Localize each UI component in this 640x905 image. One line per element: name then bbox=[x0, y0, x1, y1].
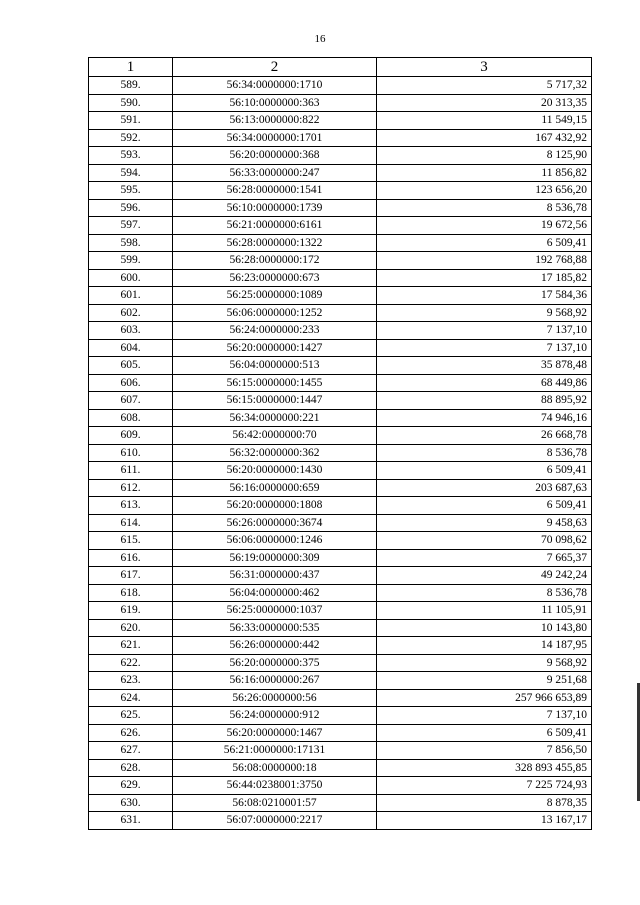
table-row bbox=[89, 584, 592, 602]
cadastral-number: 56:24:0000000:912 bbox=[173, 707, 377, 725]
row-number: 626. bbox=[89, 724, 173, 742]
table-row bbox=[89, 182, 592, 200]
cadastral-value: 192 768,88 bbox=[377, 252, 592, 270]
row-number: 612. bbox=[89, 479, 173, 497]
header-row bbox=[89, 58, 592, 77]
cadastral-number: 56:42:0000000:70 bbox=[173, 427, 377, 445]
cadastral-number: 56:13:0000000:822 bbox=[173, 112, 377, 130]
row-number: 618. bbox=[89, 584, 173, 602]
row-number: 601. bbox=[89, 287, 173, 305]
row-number: 621. bbox=[89, 637, 173, 655]
cadastral-value: 13 167,17 bbox=[377, 812, 592, 830]
cadastral-value: 6 509,41 bbox=[377, 462, 592, 480]
row-number: 616. bbox=[89, 549, 173, 567]
table-row bbox=[89, 812, 592, 830]
table-row bbox=[89, 724, 592, 742]
cadastral-value: 19 672,56 bbox=[377, 217, 592, 235]
cadastral-value: 167 432,92 bbox=[377, 129, 592, 147]
cadastral-value: 74 946,16 bbox=[377, 409, 592, 427]
cadastral-value: 17 584,36 bbox=[377, 287, 592, 305]
row-number: 605. bbox=[89, 357, 173, 375]
table-row bbox=[89, 287, 592, 305]
row-number: 594. bbox=[89, 164, 173, 182]
table-row bbox=[89, 532, 592, 550]
cadastral-number: 56:19:0000000:309 bbox=[173, 549, 377, 567]
table-row bbox=[89, 427, 592, 445]
cadastral-value: 257 966 653,89 bbox=[377, 689, 592, 707]
table-row bbox=[89, 567, 592, 585]
cadastral-value-table bbox=[88, 57, 592, 830]
table-row bbox=[89, 357, 592, 375]
table-row bbox=[89, 549, 592, 567]
row-number: 592. bbox=[89, 129, 173, 147]
cadastral-value: 7 665,37 bbox=[377, 549, 592, 567]
table-header bbox=[89, 58, 592, 77]
table-row bbox=[89, 777, 592, 795]
cadastral-value: 8 536,78 bbox=[377, 584, 592, 602]
cadastral-number: 56:34:0000000:1710 bbox=[173, 77, 377, 95]
table-row bbox=[89, 112, 592, 130]
cadastral-value: 20 313,35 bbox=[377, 94, 592, 112]
cadastral-number: 56:04:0000000:462 bbox=[173, 584, 377, 602]
row-number: 591. bbox=[89, 112, 173, 130]
row-number: 627. bbox=[89, 742, 173, 760]
table-row bbox=[89, 252, 592, 270]
cadastral-number: 56:20:0000000:375 bbox=[173, 654, 377, 672]
table-row bbox=[89, 147, 592, 165]
table-row bbox=[89, 759, 592, 777]
column-header-1: 1 bbox=[89, 58, 173, 77]
cadastral-value: 123 656,20 bbox=[377, 182, 592, 200]
cadastral-number: 56:21:0000000:17131 bbox=[173, 742, 377, 760]
cadastral-number: 56:20:0000000:368 bbox=[173, 147, 377, 165]
table-row bbox=[89, 794, 592, 812]
column-header-2: 2 bbox=[173, 58, 377, 77]
cadastral-value: 35 878,48 bbox=[377, 357, 592, 375]
row-number: 602. bbox=[89, 304, 173, 322]
cadastral-number: 56:26:0000000:3674 bbox=[173, 514, 377, 532]
table-row bbox=[89, 637, 592, 655]
table-row bbox=[89, 217, 592, 235]
table-row bbox=[89, 164, 592, 182]
row-number: 631. bbox=[89, 812, 173, 830]
row-number: 608. bbox=[89, 409, 173, 427]
cadastral-value: 6 509,41 bbox=[377, 234, 592, 252]
table-body bbox=[89, 77, 592, 830]
page-number: 16 bbox=[314, 33, 326, 45]
cadastral-value: 6 509,41 bbox=[377, 724, 592, 742]
cadastral-number: 56:06:0000000:1246 bbox=[173, 532, 377, 550]
cadastral-value: 8 125,90 bbox=[377, 147, 592, 165]
cadastral-number: 56:31:0000000:437 bbox=[173, 567, 377, 585]
table-row bbox=[89, 462, 592, 480]
cadastral-value: 7 137,10 bbox=[377, 339, 592, 357]
table-row bbox=[89, 742, 592, 760]
cadastral-value: 8 536,78 bbox=[377, 199, 592, 217]
row-number: 603. bbox=[89, 322, 173, 340]
cadastral-number: 56:28:0000000:1322 bbox=[173, 234, 377, 252]
cadastral-value: 8 536,78 bbox=[377, 444, 592, 462]
row-number: 596. bbox=[89, 199, 173, 217]
table-row bbox=[89, 199, 592, 217]
cadastral-value: 7 225 724,93 bbox=[377, 777, 592, 795]
cadastral-number: 56:26:0000000:442 bbox=[173, 637, 377, 655]
row-number: 628. bbox=[89, 759, 173, 777]
row-number: 606. bbox=[89, 374, 173, 392]
cadastral-value: 11 549,15 bbox=[377, 112, 592, 130]
cadastral-value: 5 717,32 bbox=[377, 77, 592, 95]
cadastral-number: 56:25:0000000:1037 bbox=[173, 602, 377, 620]
cadastral-value: 17 185,82 bbox=[377, 269, 592, 287]
cadastral-number: 56:34:0000000:221 bbox=[173, 409, 377, 427]
column-header-3: 3 bbox=[377, 58, 592, 77]
table-row bbox=[89, 77, 592, 95]
cadastral-number: 56:07:0000000:2217 bbox=[173, 812, 377, 830]
row-number: 599. bbox=[89, 252, 173, 270]
cadastral-number: 56:28:0000000:1541 bbox=[173, 182, 377, 200]
table-row bbox=[89, 654, 592, 672]
cadastral-number: 56:15:0000000:1447 bbox=[173, 392, 377, 410]
row-number: 615. bbox=[89, 532, 173, 550]
cadastral-number: 56:20:0000000:1427 bbox=[173, 339, 377, 357]
table-row bbox=[89, 479, 592, 497]
cadastral-number: 56:28:0000000:172 bbox=[173, 252, 377, 270]
row-number: 630. bbox=[89, 794, 173, 812]
cadastral-number: 56:21:0000000:6161 bbox=[173, 217, 377, 235]
cadastral-value: 328 893 455,85 bbox=[377, 759, 592, 777]
cadastral-value: 9 568,92 bbox=[377, 654, 592, 672]
table-row bbox=[89, 129, 592, 147]
cadastral-value: 88 895,92 bbox=[377, 392, 592, 410]
table-row bbox=[89, 339, 592, 357]
cadastral-number: 56:20:0000000:1808 bbox=[173, 497, 377, 515]
row-number: 617. bbox=[89, 567, 173, 585]
cadastral-value: 203 687,63 bbox=[377, 479, 592, 497]
cadastral-number: 56:33:0000000:535 bbox=[173, 619, 377, 637]
row-number: 610. bbox=[89, 444, 173, 462]
cadastral-number: 56:20:0000000:1467 bbox=[173, 724, 377, 742]
cadastral-value: 11 856,82 bbox=[377, 164, 592, 182]
row-number: 625. bbox=[89, 707, 173, 725]
cadastral-number: 56:04:0000000:513 bbox=[173, 357, 377, 375]
table-row bbox=[89, 619, 592, 637]
cadastral-number: 56:15:0000000:1455 bbox=[173, 374, 377, 392]
cadastral-value: 9 568,92 bbox=[377, 304, 592, 322]
row-number: 611. bbox=[89, 462, 173, 480]
table-row bbox=[89, 602, 592, 620]
row-number: 590. bbox=[89, 94, 173, 112]
table-row bbox=[89, 707, 592, 725]
table-row bbox=[89, 392, 592, 410]
table-row bbox=[89, 322, 592, 340]
table-row bbox=[89, 672, 592, 690]
table-row bbox=[89, 269, 592, 287]
cadastral-number: 56:16:0000000:659 bbox=[173, 479, 377, 497]
cadastral-value: 6 509,41 bbox=[377, 497, 592, 515]
cadastral-number: 56:32:0000000:362 bbox=[173, 444, 377, 462]
table-row bbox=[89, 374, 592, 392]
cadastral-number: 56:25:0000000:1089 bbox=[173, 287, 377, 305]
row-number: 604. bbox=[89, 339, 173, 357]
row-number: 619. bbox=[89, 602, 173, 620]
cadastral-number: 56:24:0000000:233 bbox=[173, 322, 377, 340]
row-number: 598. bbox=[89, 234, 173, 252]
cadastral-value: 70 098,62 bbox=[377, 532, 592, 550]
row-number: 607. bbox=[89, 392, 173, 410]
cadastral-number: 56:10:0000000:363 bbox=[173, 94, 377, 112]
cadastral-number: 56:26:0000000:56 bbox=[173, 689, 377, 707]
table-row bbox=[89, 94, 592, 112]
table-row bbox=[89, 409, 592, 427]
row-number: 600. bbox=[89, 269, 173, 287]
row-number: 620. bbox=[89, 619, 173, 637]
table-row bbox=[89, 444, 592, 462]
cadastral-number: 56:10:0000000:1739 bbox=[173, 199, 377, 217]
row-number: 593. bbox=[89, 147, 173, 165]
cadastral-value: 7 856,50 bbox=[377, 742, 592, 760]
row-number: 609. bbox=[89, 427, 173, 445]
row-number: 597. bbox=[89, 217, 173, 235]
row-number: 595. bbox=[89, 182, 173, 200]
cadastral-number: 56:34:0000000:1701 bbox=[173, 129, 377, 147]
cadastral-value: 11 105,91 bbox=[377, 602, 592, 620]
cadastral-value: 10 143,80 bbox=[377, 619, 592, 637]
cadastral-number: 56:44:0238001:3750 bbox=[173, 777, 377, 795]
cadastral-number: 56:23:0000000:673 bbox=[173, 269, 377, 287]
cadastral-value: 49 242,24 bbox=[377, 567, 592, 585]
row-number: 629. bbox=[89, 777, 173, 795]
cadastral-value: 7 137,10 bbox=[377, 707, 592, 725]
cadastral-number: 56:16:0000000:267 bbox=[173, 672, 377, 690]
cadastral-value: 9 251,68 bbox=[377, 672, 592, 690]
table-row bbox=[89, 304, 592, 322]
table-row bbox=[89, 234, 592, 252]
cadastral-number: 56:06:0000000:1252 bbox=[173, 304, 377, 322]
row-number: 614. bbox=[89, 514, 173, 532]
cadastral-value: 7 137,10 bbox=[377, 322, 592, 340]
cadastral-value: 68 449,86 bbox=[377, 374, 592, 392]
cadastral-value: 26 668,78 bbox=[377, 427, 592, 445]
cadastral-value: 9 458,63 bbox=[377, 514, 592, 532]
table-row bbox=[89, 497, 592, 515]
row-number: 623. bbox=[89, 672, 173, 690]
row-number: 613. bbox=[89, 497, 173, 515]
row-number: 622. bbox=[89, 654, 173, 672]
row-number: 624. bbox=[89, 689, 173, 707]
cadastral-number: 56:08:0000000:18 bbox=[173, 759, 377, 777]
cadastral-number: 56:33:0000000:247 bbox=[173, 164, 377, 182]
table-row bbox=[89, 514, 592, 532]
cadastral-value: 14 187,95 bbox=[377, 637, 592, 655]
row-number: 589. bbox=[89, 77, 173, 95]
cadastral-number: 56:08:0210001:57 bbox=[173, 794, 377, 812]
cadastral-number: 56:20:0000000:1430 bbox=[173, 462, 377, 480]
cadastral-value: 8 878,35 bbox=[377, 794, 592, 812]
table-row bbox=[89, 689, 592, 707]
